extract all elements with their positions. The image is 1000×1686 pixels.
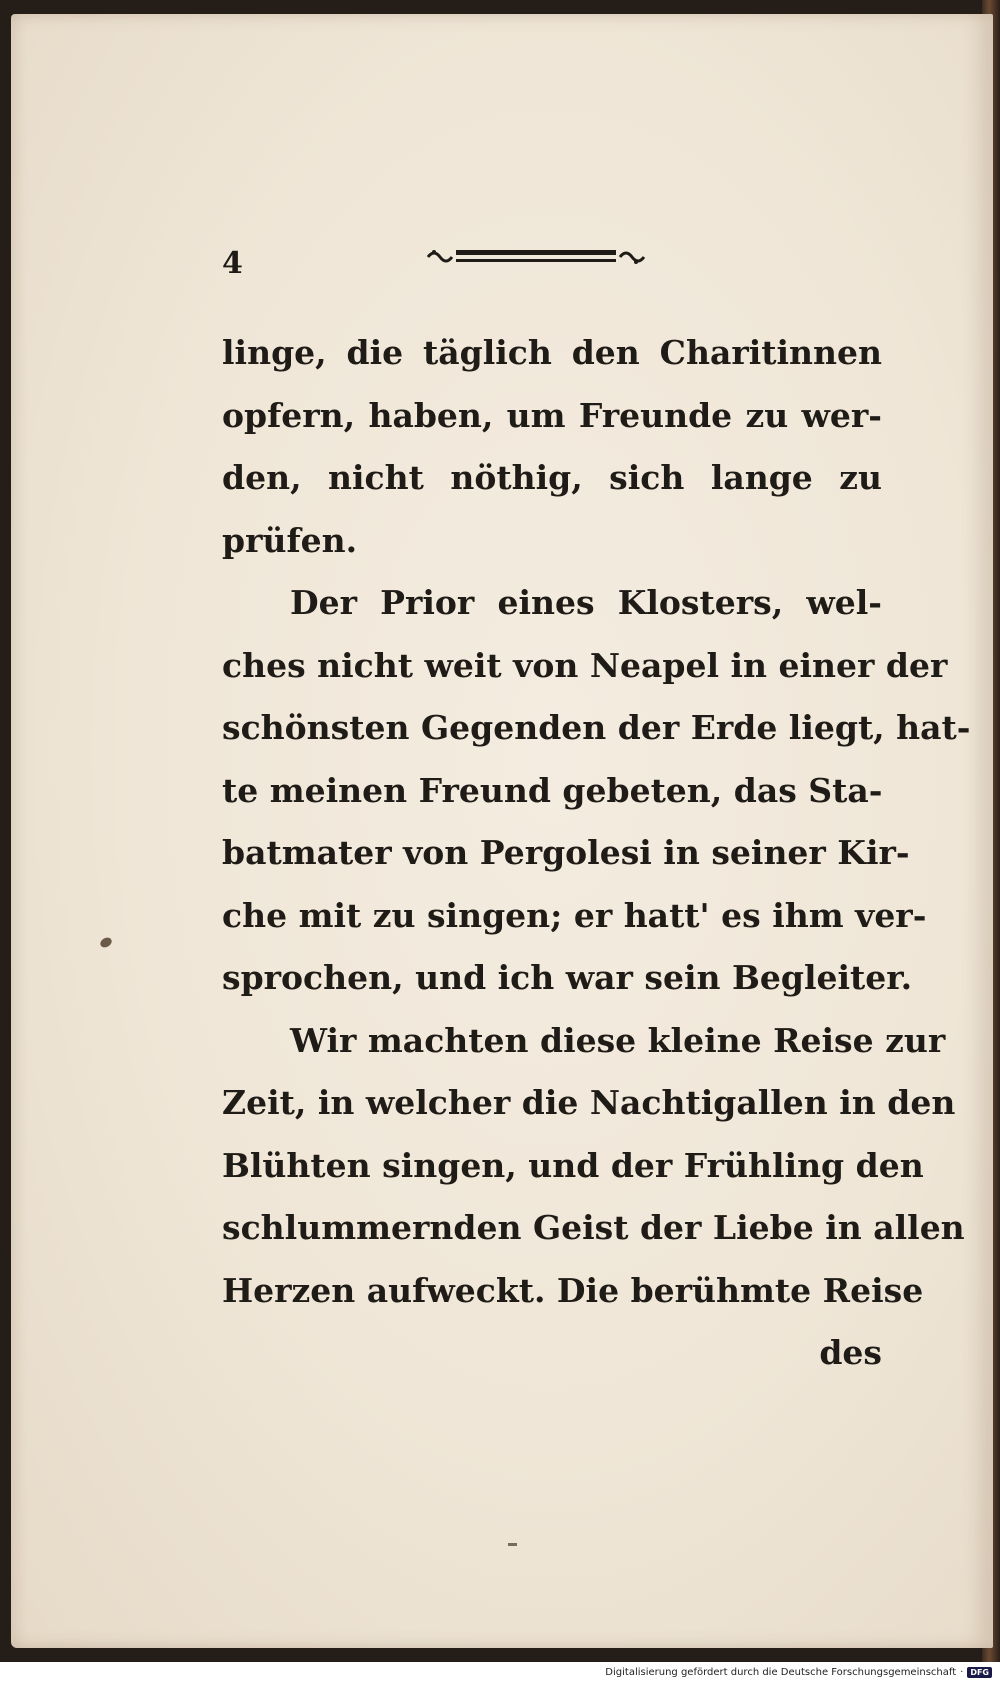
text-line: Der Prior eines Klosters, wel- [290, 583, 882, 622]
dfg-logo-icon: DFG [967, 1667, 992, 1678]
catchword: des [819, 1333, 882, 1372]
digitization-footer [605, 1667, 992, 1678]
footer-separator: · [960, 1667, 964, 1678]
ink-mark [508, 1543, 517, 1546]
text-line: schlummernden Geist der Liebe in allen [222, 1208, 965, 1247]
text-line: linge, die täglich den Charitinnen [222, 333, 882, 372]
text-line: opfern, haben, um Freunde zu wer- [222, 395, 882, 435]
body-text [222, 322, 971, 1385]
text-line: schönsten Gegenden der Erde liegt, hat- [222, 708, 971, 747]
text-line: Blühten singen, und der Frühling den [222, 1145, 924, 1185]
text-line: che mit zu singen; er hatt' es ihm ver- [222, 895, 927, 935]
text-line: den, nicht nöthig, sich lange zu [222, 458, 882, 497]
text-line: Zeit, in welcher die Nachtigallen in den [222, 1083, 956, 1122]
text-line: Herzen aufweckt. Die berühmte Reise [222, 1270, 924, 1310]
text-line: prüfen. [222, 520, 358, 560]
text-line: te meinen Freund gebeten, das Sta- [222, 770, 883, 810]
text-line: sprochen, und ich war sein Begleiter. [222, 958, 913, 997]
page-number: 4 [222, 246, 243, 281]
header-ornament [426, 242, 646, 272]
text-line: ches nicht weit von Neapel in einer der [222, 645, 948, 685]
text-line: Wir machten diese kleine Reise zur [290, 1020, 946, 1060]
text-line: batmater von Pergolesi in seiner Kir- [222, 833, 910, 872]
footer-credit: Digitalisierung gefördert durch die Deutsche Forschungsgemeinschaft [605, 1667, 957, 1678]
